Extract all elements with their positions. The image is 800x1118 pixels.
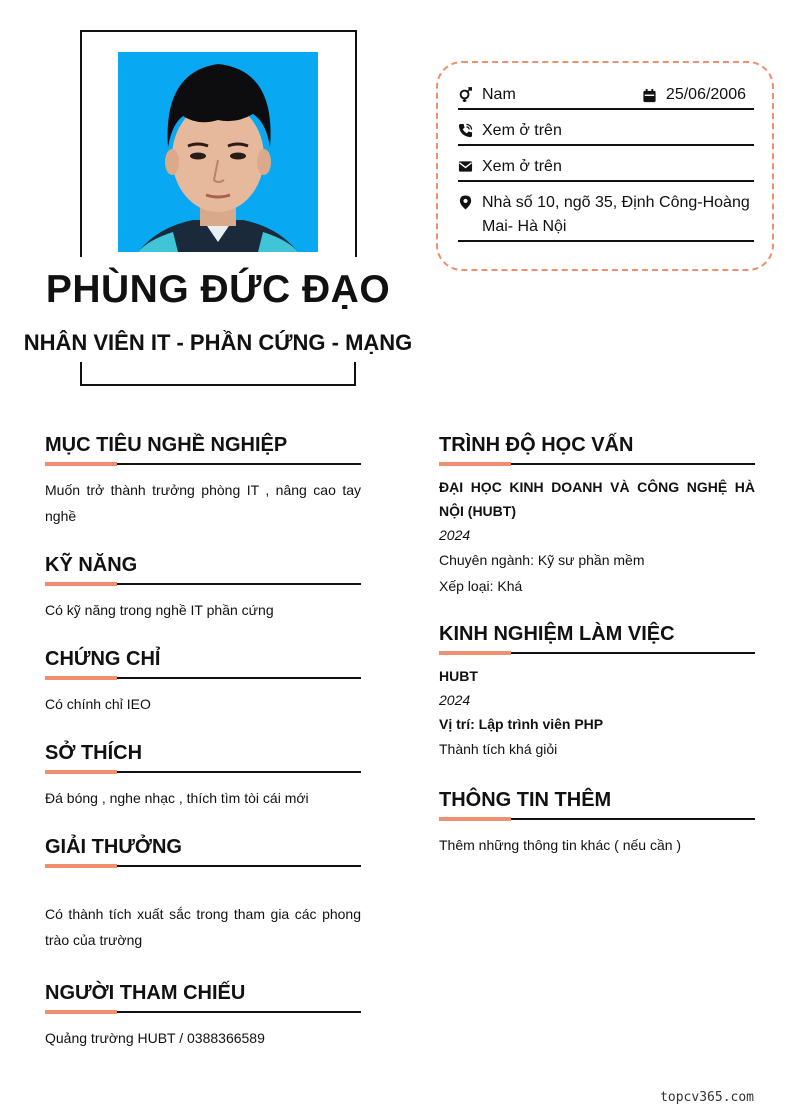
section-awards bbox=[45, 834, 361, 953]
gender-value: Nam bbox=[482, 86, 516, 103]
skills-text: Có kỹ năng trong nghề IT phần cứng bbox=[45, 602, 274, 618]
section-title: CHỨNG CHỈ bbox=[45, 648, 161, 670]
section-experience bbox=[439, 621, 755, 762]
envelope-icon bbox=[458, 155, 482, 177]
map-pin-icon bbox=[458, 191, 482, 213]
section-title: TRÌNH ĐỘ HỌC VẤN bbox=[439, 434, 634, 456]
section-divider bbox=[45, 463, 361, 465]
email-value: Xem ở trên bbox=[482, 158, 562, 175]
contact-row-gender bbox=[458, 83, 754, 110]
address-value: Nhà số 10, ngõ 35, Định Công-Hoàng Mai- Hà Nội bbox=[482, 194, 750, 235]
header-frame-bottom bbox=[80, 362, 356, 386]
phone-icon bbox=[458, 119, 482, 141]
company-name: HUBT bbox=[439, 668, 478, 684]
contact-box bbox=[436, 61, 774, 271]
section-title: MỤC TIÊU NGHỀ NGHIỆP bbox=[45, 434, 288, 456]
experience-achievement: Thành tích khá giỏi bbox=[439, 741, 558, 757]
additional-text: Thêm những thông tin khác ( nếu cần ) bbox=[439, 837, 682, 853]
hobbies-text: Đá bóng , nghe nhạc , thích tìm tòi cái mới bbox=[45, 790, 309, 806]
section-skills bbox=[45, 552, 361, 623]
phone-value: Xem ở trên bbox=[482, 122, 562, 139]
section-divider bbox=[45, 583, 361, 585]
section-additional bbox=[439, 787, 755, 858]
section-title: GIẢI THƯỞNG bbox=[45, 836, 182, 858]
dob-value: 25/06/2006 bbox=[665, 86, 746, 103]
section-title: NGƯỜI THAM CHIẾU bbox=[45, 982, 246, 1004]
section-title: THÔNG TIN THÊM bbox=[439, 789, 612, 811]
section-divider bbox=[45, 865, 361, 867]
objective-text: Muốn trở thành trưởng phòng IT , nâng cao tay nghề bbox=[45, 482, 361, 524]
education-year: 2024 bbox=[439, 527, 471, 543]
section-references bbox=[45, 980, 361, 1051]
section-hobbies bbox=[45, 740, 361, 811]
experience-position: Vị trí: Lập trình viên PHP bbox=[439, 716, 604, 732]
education-major: Chuyên ngành: Kỹ sư phần mềm bbox=[439, 552, 645, 568]
experience-year: 2024 bbox=[439, 692, 471, 708]
calendar-icon bbox=[642, 84, 666, 106]
section-title: KINH NGHIỆM LÀM VIỆC bbox=[439, 623, 675, 645]
section-title: SỞ THÍCH bbox=[45, 742, 143, 764]
watermark: topcv365.com bbox=[660, 1090, 754, 1105]
job-title: NHÂN VIÊN IT - PHẦN CỨNG - MẠNG bbox=[23, 330, 413, 355]
section-divider bbox=[45, 1011, 361, 1013]
section-divider bbox=[45, 677, 361, 679]
profile-photo bbox=[118, 52, 318, 252]
contact-row-phone bbox=[458, 119, 754, 146]
section-education bbox=[439, 432, 755, 599]
references-text: Quảng trường HUBT / 0388366589 bbox=[45, 1030, 265, 1046]
education-grade: Xếp loại: Khá bbox=[439, 578, 523, 594]
gender-icon bbox=[458, 83, 482, 105]
education-entry bbox=[439, 475, 755, 599]
section-divider bbox=[45, 771, 361, 773]
dob-group bbox=[642, 83, 746, 107]
candidate-name: PHÙNG ĐỨC ĐẠO bbox=[45, 268, 391, 311]
section-divider bbox=[439, 818, 755, 820]
awards-text: Có thành tích xuất sắc trong tham gia các phong trào của trường bbox=[45, 906, 361, 948]
section-divider bbox=[439, 463, 755, 465]
section-title: KỸ NĂNG bbox=[45, 554, 138, 576]
experience-entry bbox=[439, 664, 755, 762]
school-name: ĐẠI HỌC KINH DOANH VÀ CÔNG NGHỆ HÀ NỘI (HUBT) bbox=[439, 479, 755, 519]
section-objective bbox=[45, 432, 361, 529]
section-divider bbox=[439, 652, 755, 654]
contact-row-email bbox=[458, 155, 754, 182]
contact-row-address bbox=[458, 191, 754, 242]
section-certificates bbox=[45, 646, 361, 717]
certificates-text: Có chính chỉ IEO bbox=[45, 696, 151, 712]
